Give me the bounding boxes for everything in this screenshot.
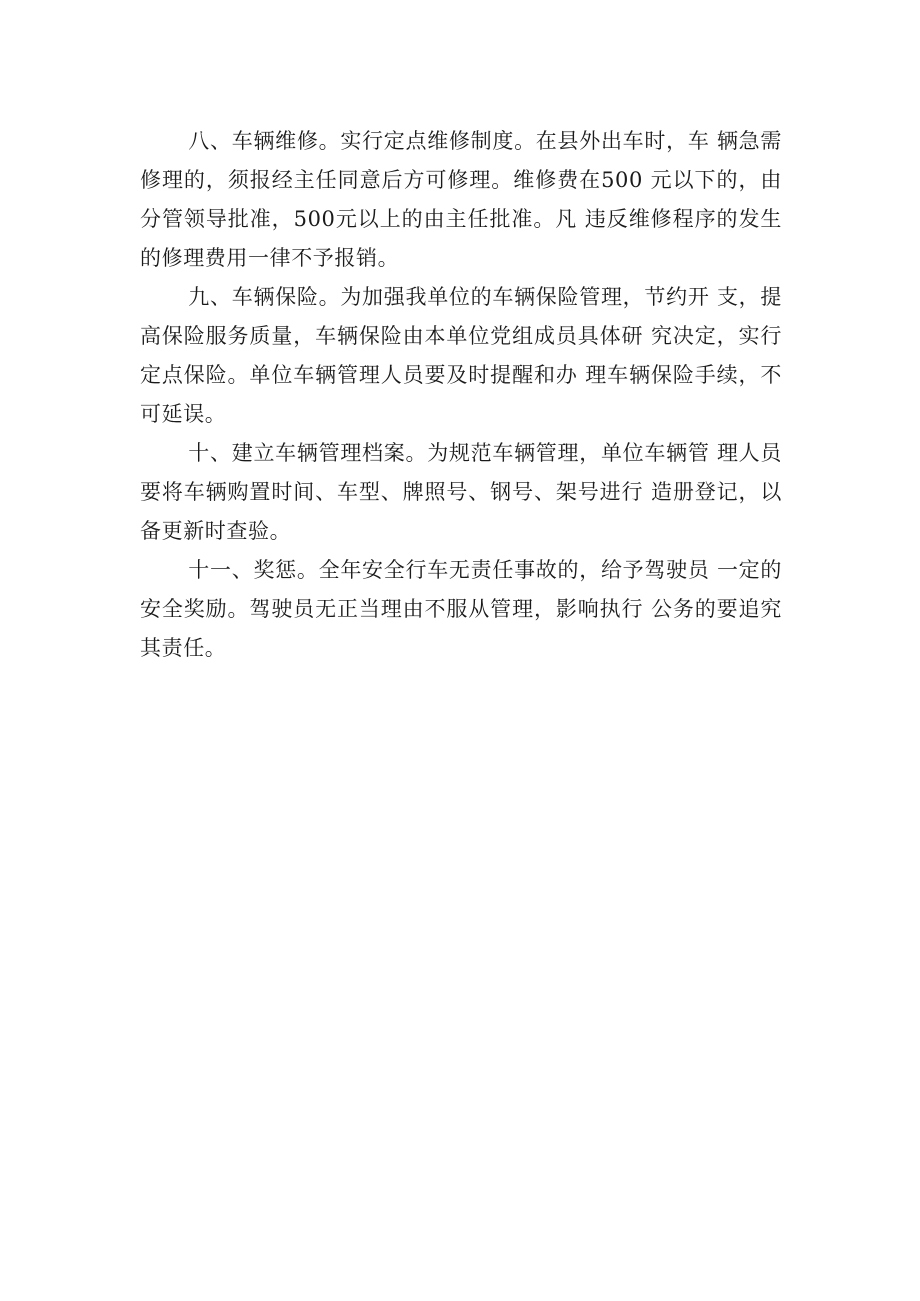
paragraph-vehicle-insurance: 九、车辆保险。为加强我单位的车辆保险管理，节约开 支，提高保险服务质量，车辆保险由本单位党组成员具体研 究决定，实行定点保险。单位车辆管理人员要及时提醒和办 理车辆保险手续，不可延误。 — [140, 285, 782, 426]
paragraph-vehicle-records: 十、建立车辆管理档案。为规范车辆管理，单位车辆管 理人员要将车辆购置时间、车型、牌照号、钢号、架号进行 造册登记，以备更新时查验。 — [140, 441, 782, 543]
document-body — [140, 122, 782, 668]
paragraph-vehicle-repair: 八、车辆维修。实行定点维修制度。在县外出车时，车 辆急需修理的，须报经主任同意后方可修理。维修费在500 元以下的，由分管领导批准，500元以上的由主任批准。凡 违反维修程序的发生的修理费用一律不予报销。 — [140, 129, 782, 270]
paragraph-rewards-penalties: 十一、奖惩。全年安全行车无责任事故的，给予驾驶员 一定的安全奖励。驾驶员无正当理由不服从管理，影响执行 公务的要追究其责任。 — [140, 558, 782, 660]
